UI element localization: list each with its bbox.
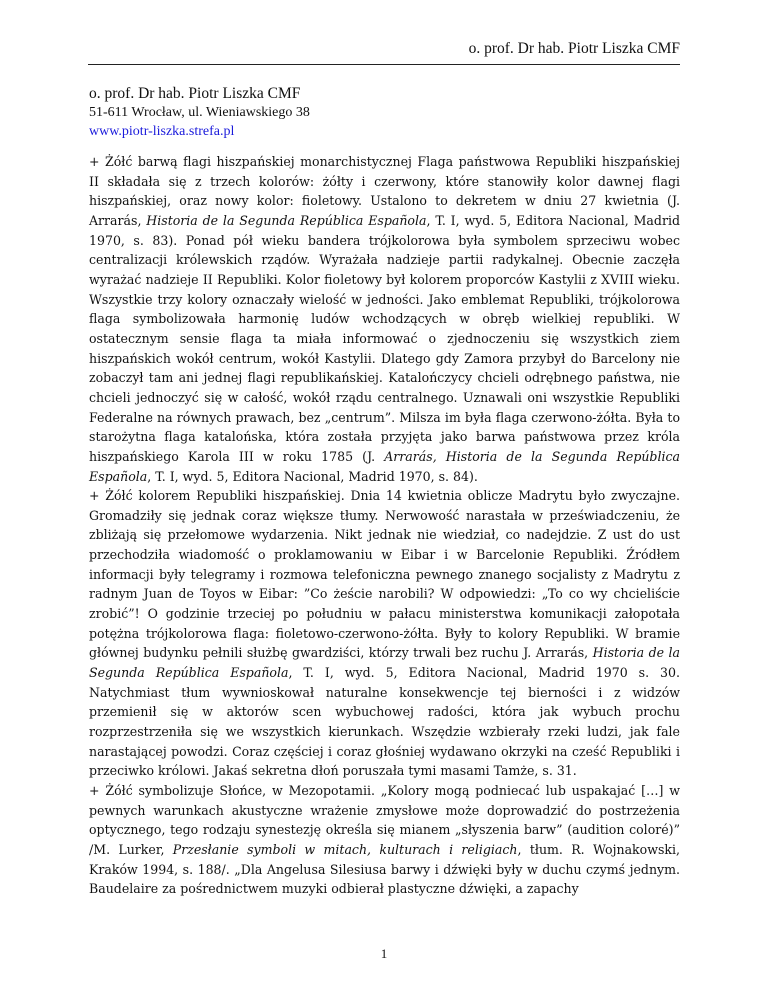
author-block [89,84,310,141]
italic-citation-title: Arrarás, Historia de la Segunda República Española [89,448,680,484]
text-segment: , T. I, wyd. 5, Editora Nacional, Madrid 1970, s. 84). [147,468,478,484]
author-name: o. prof. Dr hab. Piotr Liszka CMF [89,85,301,102]
italic-citation-title: Przesłanie symboli w mitach, kulturach i religiach [172,841,518,857]
header-rule [88,64,680,65]
text-segment: + Żółć barwą flagi hiszpańskiej monarchistycznej Flaga państwowa Republiki hiszpańskiej II składała się z trzech kolorów: żółty i czerwony, które stanowiły kolor dawnej flagi hiszpańskiej, oraz nowy kolor: fioletowy. Ustalono to dekretem w dniu 27 kwietnia (J. Arrarás, [89,154,680,228]
page-number: 1 [380,946,388,961]
italic-citation-title: Historia de la Segunda República Española [89,645,680,681]
text-segment: + Żółć kolorem Republiki hiszpańskiej. Dnia 14 kwietnia oblicze Madrytu było zwyczajne. Gromadziły się jednak coraz większe tłumy. Nerwowość narastała w przeświadczeniu, że zbliżają się przełomowe wydarzenia. Nikt jednak nie wiedział, co nadejdzie. Z ust do ust przechodziła wiadomość o proklamowaniu w Eibar i w Barcelonie Republiki. Źródłem informacji były telegramy i rozmowa telefoniczna pewnego znanego socjalisty z Madrytu z radnym Juan de Toyos w Eibar: ”Co żeście narobili? W odpowiedzi: „To co wy chcieliście zrobić”! O godzinie trzeciej po południu w pałacu ministerstwa komunikacji załopotała potężna trójkolorowa flaga: fioletowo-czerwono-żółta. Były to kolory Republiki. W bramie głównej budynku pełnili służbę gwardziści, którzy trwali bez ruchu J. Arrarás, [89,488,680,661]
italic-citation-title: Historia de la Segunda República Española [146,212,427,228]
author-address: 51-611 Wrocław, ul. Wieniawskiego 38 [89,105,310,120]
text-segment: , T. I, wyd. 5, Editora Nacional, Madrid 1970, s. 83). Ponad pół wieku bandera trójkolorowa była symbolem sprzeciwu wobec centralizacji królewskich rządów. Wyrażała nadzieje partii radykalnej. Obecnie zaczęła wyrażać nadzieje II Republiki. Kolor fioletowy był kolorem proporców Kastylii z XVIII wieku. Wszystkie trzy kolory oznaczały wielość w jedności. Jako emblemat Republiki, trójkolorowa flaga symbolizowała harmonię ludów wchodzących w obręb wielkiej republiki. W ostatecznym sensie flaga ta miała informować o zjednoczeniu się wszystkich ziem hiszpańskich wokół centrum, wokół Kastylii. Dlatego gdy Zamora przybył do Barcelony nie zobaczył tam ani jednej flagi republikańskiej. Katalończycy chcieli odrębnego państwa, nie chcieli jednoczyć się w całość, wokół rządu centralnego. Uznawali oni wszystkie Republiki Federalne na równych prawach, bez „centrum”. Milsza im była flaga czerwono-żółta. Była to starożytna flaga katalońska, która została przyjęta jako barwa państwowa przez króla hiszpańskiego Karola III w roku 1785 (J. [89,212,680,464]
body-text [89,152,680,899]
paragraph-sun-symbol [89,781,680,899]
author-website-link[interactable]: www.piotr-liszka.strefa.pl [89,124,235,139]
text-segment: , tłum. R. Wojnakowski, Kraków 1994, s. 188/. „Dla Angelusa Silesiusa barwy i dźwięki były w duchu czymś jednym. Baudelaire za pośrednictwem muzyki odbierał plastyczne dźwięki, a zapachy [89,841,680,897]
running-header: o. prof. Dr hab. Piotr Liszka CMF [468,40,680,57]
text-segment: + Żółć symbolizuje Słońce, w Mezopotamii. „Kolory mogą podniecać lub uspakajać […] w pewnych warunkach akustyczne wrażenie zmysłowe może doprowadzić do postrzeżenia optycznego, tego rodzaju synestezję określa się mianem „słyszenia barw” (audition coloré)” /M. Lurker, [89,783,680,857]
paragraph-flag-monarchist [89,152,680,486]
text-segment: , T. I, wyd. 5, Editora Nacional, Madrid 1970 s. 30. Natychmiast tłum wywnioskował naturalne konsekwencje tej bierności i z widzów przemienił się w aktorów scen wybuchowej radości, która jak wybuch prochu rozprzestrzeniła się we wszystkich kierunkach. Wszędzie wzbierały rzeki ludzi, jak fale narastającej powodzi. Coraz częściej i coraz głośniej wydawano okrzyki na cześć Republiki i przeciwko królowi. Jakaś sekretna dłoń poruszała tymi masami Tamże, s. 31. [89,665,680,779]
paragraph-republic-color [89,486,680,781]
